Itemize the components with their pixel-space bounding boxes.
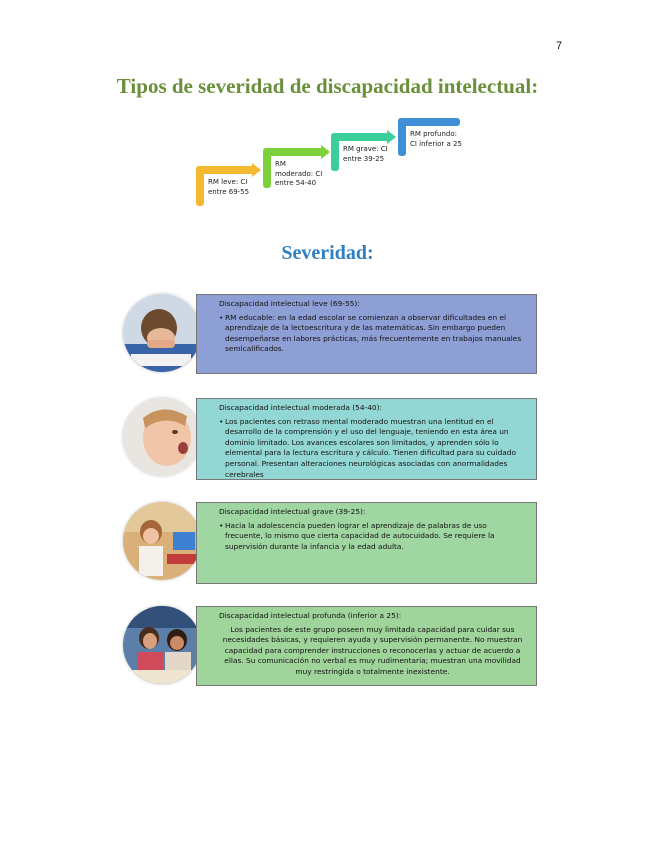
card-text: • Los pacientes con retraso mental moderado muestran una lentitud en el desarrollo de la comprensión y el uso del lenguaje, teniendo en esta área un dominio limitado. Los avances escolares son limitados, y aprenden sólo lo elemental para la lectura escritura y cálculo. Tienen dificultad para su cuidado personal. Presentan alteraciones neurológicas asociadas con anormalidades cerebrales: [219, 417, 526, 481]
step-label: RM grave: CI entre 39-25: [343, 145, 388, 163]
step-label: RM profundo: CI inferior a 25: [410, 130, 462, 148]
child-photo: [123, 398, 201, 476]
step-bar: [196, 166, 254, 174]
arrow-icon: [252, 163, 261, 177]
step-label: RM leve: CI entre 69-55: [208, 178, 250, 196]
card-text: Los pacientes de este grupo poseen muy limitada capacidad para cuidar sus necesidades básicas, y requieren ayuda y supervisión permanente. No muestran capacidad para comprender instrucciones o reconocerlas y actuar de acuerdo a ellas. Su comunicación no verbal es muy rudimentaria; muestran una movilidad muy restringida o totalmente inexistente.: [222, 624, 523, 676]
step-label: RM moderado: CI entre 54-40: [275, 160, 323, 187]
card-heading: Discapacidad intelectual leve (69-55):: [219, 299, 360, 308]
step-bar: [196, 166, 204, 206]
card-text: • RM educable: en la edad escolar se comienzan a observar dificultades en el aprendizaje de la lectoescritura y de las matemáticas. Sin embargo pueden desempeñarse en labores prácticas, más frecuentemente en trabajos manuales semicalificados.: [219, 313, 526, 355]
card-heading: Discapacidad intelectual profunda (inferior a 25):: [219, 611, 402, 620]
step-leve: [196, 166, 258, 240]
severity-card-leve: [196, 294, 537, 374]
severity-card-moderada: [196, 398, 537, 480]
child-photo: [123, 294, 201, 372]
step-moderado: [263, 148, 325, 222]
card-heading: Discapacidad intelectual grave (39-25):: [219, 507, 366, 516]
step-bar: [398, 118, 460, 126]
page-number: 7: [556, 40, 563, 52]
step-bar: [331, 133, 339, 171]
step-bar: [263, 148, 271, 188]
step-bar: [331, 133, 389, 141]
severity-card-grave: [196, 502, 537, 584]
step-grave: [331, 133, 393, 207]
step-profundo: [398, 118, 462, 192]
step-bar: [398, 118, 406, 156]
children-studying-photo: [123, 606, 201, 684]
arrow-icon: [387, 130, 396, 144]
severity-card-profunda: [196, 606, 537, 686]
children-playing-photo: [123, 502, 201, 580]
step-bar: [263, 148, 323, 156]
arrow-icon: [321, 145, 330, 159]
card-text: • Hacia la adolescencia pueden lograr el aprendizaje de palabras de uso frecuente, lo mismo que cierta capacidad de autocuidado. Se requiere la supervisión durante la infancia y la edad adulta.: [219, 521, 526, 553]
card-heading: Discapacidad intelectual moderada (54-40):: [219, 403, 382, 412]
page-title: Tipos de severidad de discapacidad intelectual:: [116, 74, 539, 98]
section-subtitle: Severidad:: [281, 242, 374, 264]
